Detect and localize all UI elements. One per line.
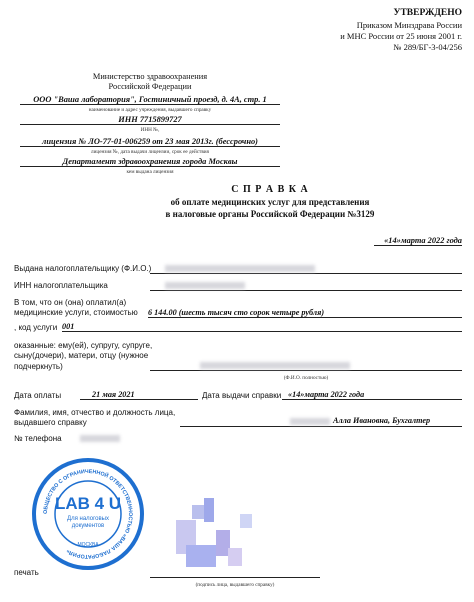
issue-label: Дата выдачи справки (202, 391, 282, 400)
approval-line: № 289/БГ-3-04/256 (393, 42, 462, 52)
stamp-seal (32, 458, 144, 570)
paid-label: медицинские услуги, стоимостью (14, 308, 138, 317)
stamp-ring-label: ОБЩЕСТВО С ОГРАНИЧЕННОЙ ОТВЕТСТВЕННОСТЬЮ «ВАША ЛАБОРАТОРИЯ» (42, 468, 134, 560)
approval-line: и МНС России от 25 июня 2001 г. (340, 31, 462, 41)
doc-subtitle: об оплате медицинских услуг для представления (170, 197, 370, 207)
org-name-caption: наименование и адрес учреждения, выдавшего справку (88, 107, 212, 113)
person-redacted (290, 418, 330, 425)
inn-label: ИНН налогоплательщика (14, 281, 108, 290)
ministry-line: Министерство здравоохранения (92, 72, 208, 81)
code-label: , код услуги (14, 323, 58, 332)
patient-field (150, 370, 462, 371)
doc-title: С П Р А В К А (231, 184, 309, 195)
inn-field (150, 290, 462, 291)
provided-label: оказанные: ему(ей), супругу, супруге, (14, 341, 153, 350)
inn-redacted (165, 282, 245, 289)
stamp-city: МОСКВА (77, 542, 99, 548)
signature-caption: (подпись лица, выдавшего справку) (195, 582, 275, 588)
amount-value: 6 144.00 (шесть тысяч сто сорок четыре рубля) (148, 308, 462, 318)
patient-redacted (200, 362, 350, 369)
stamp-ring-text (36, 462, 140, 566)
org-license-dept: Департамент здравоохранения города Москвы (20, 157, 280, 167)
phone-redacted (80, 435, 120, 442)
pay-date-label: Дата оплаты (14, 391, 62, 400)
ministry-line: Российской Федерации (108, 82, 192, 91)
person-value: Алла Ивановна, Бухгалтер (333, 416, 431, 425)
taxpayer-field (150, 273, 462, 274)
provided-label: сыну(дочери), матери, отцу (нужное (14, 351, 149, 360)
person-label: Фамилия, имя, отчество и должность лица, (14, 408, 176, 417)
approval-title: УТВЕРЖДЕНО (393, 8, 462, 18)
signature-line (150, 577, 320, 578)
person-field (180, 426, 462, 427)
pay-date-value: 21 мая 2021 (80, 390, 198, 400)
org-inn-caption: ИНН №, (140, 127, 160, 133)
issue-value: «14»марта 2022 года (282, 390, 462, 400)
taxpayer-label: Выдана налогоплательщику (Ф.И.О.) (14, 264, 152, 273)
fio-caption: (Ф.И.О. полностью) (283, 375, 329, 381)
phone-label: № телефона (14, 434, 62, 443)
person-label: выдавшего справку (14, 418, 87, 427)
org-license: лицензия № ЛО-77-01-006259 от 23 мая 2013г. (бессрочно) (20, 137, 280, 147)
stamp-main: LAB 4 U (54, 494, 122, 513)
org-license-caption: лицензия №, дата выдачи лицензии, срок ее действия (91, 149, 209, 155)
paid-label: В том, что он (она) оплатил(а) (14, 298, 127, 307)
stamp-sub: документов (71, 523, 105, 529)
code-value: 001 (62, 322, 462, 332)
doc-subtitle: в налоговые органы Российской Федерации №3129 (165, 209, 375, 219)
org-license-dept-caption: кем выдана лицензия (126, 169, 174, 175)
stamp-sub: Для налоговых (67, 516, 109, 522)
stamp-label: печать (14, 568, 39, 577)
issue-date: «14»марта 2022 года (374, 236, 462, 246)
provided-label: подчеркнуть) (14, 362, 63, 371)
org-inn: ИНН 7715899727 (20, 115, 280, 125)
org-name: ООО "Ваша лаборатория", Гостиничный проезд, д. 4А, стр. 1 (20, 95, 280, 105)
approval-line: Приказом Минздрава России (356, 20, 462, 30)
taxpayer-redacted (165, 265, 315, 272)
